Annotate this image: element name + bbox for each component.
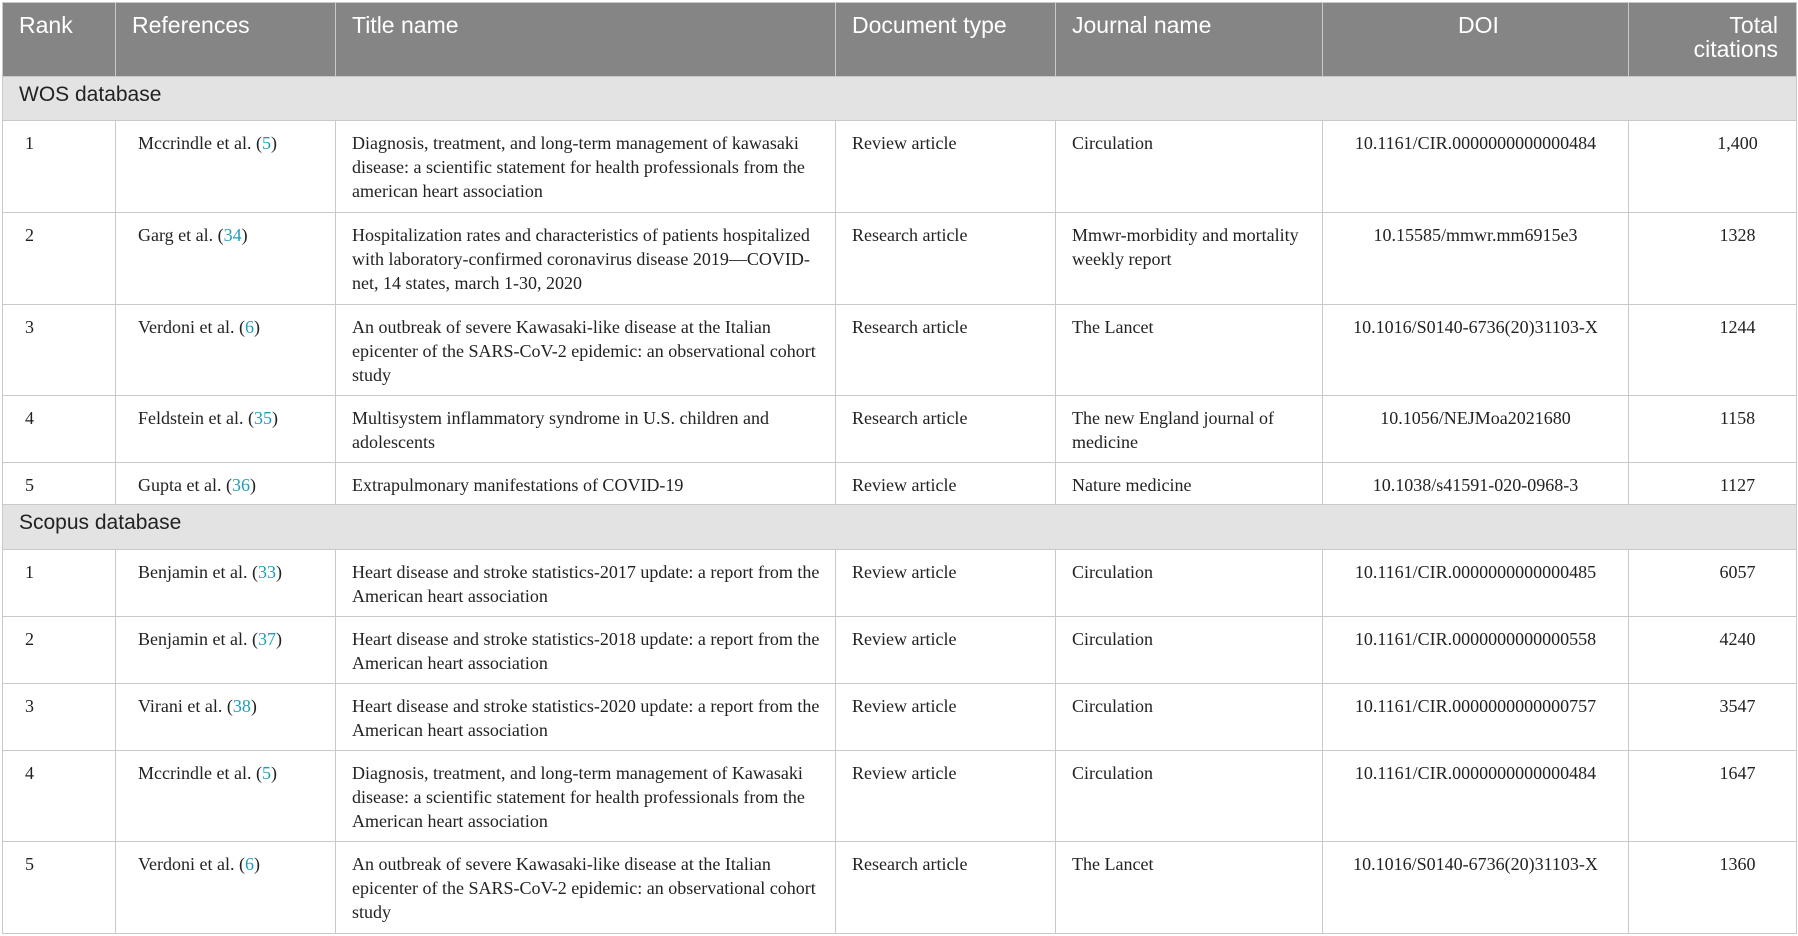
- citations-cell: 1127: [1629, 463, 1797, 505]
- table-row: [3, 396, 1797, 463]
- title-cell: Extrapulmonary manifestations of COVID-19: [336, 463, 836, 505]
- reference-cell: Benjamin et al. (37): [116, 616, 336, 683]
- citations-cell: 1647: [1629, 750, 1797, 842]
- journal-cell: The Lancet: [1056, 304, 1323, 396]
- document-type-cell: Research article: [836, 842, 1056, 934]
- reference-link[interactable]: 5: [261, 133, 271, 154]
- reference-link[interactable]: 6: [244, 854, 254, 875]
- reference-link[interactable]: 35: [253, 408, 272, 429]
- reference-cell: Feldstein et al. (35): [116, 396, 336, 463]
- header-references: References: [116, 3, 336, 77]
- reference-cell: Benjamin et al. (33): [116, 549, 336, 616]
- reference-link[interactable]: 6: [244, 316, 254, 337]
- rank-cell: 1: [3, 121, 116, 213]
- reference-author: Mccrindle et al.: [138, 133, 252, 154]
- section-label: Scopus database: [3, 505, 1797, 549]
- citations-cell: 1244: [1629, 304, 1797, 396]
- doi-cell: 10.1161/CIR.0000000000000484: [1323, 121, 1629, 213]
- citations-table: [2, 2, 1797, 934]
- journal-cell: Circulation: [1056, 549, 1323, 616]
- table-row: [3, 121, 1797, 213]
- title-cell: An outbreak of severe Kawasaki-like disease at the Italian epicenter of the SARS-CoV-2 epidemic: an observational cohort study: [336, 304, 836, 396]
- title-cell: An outbreak of severe Kawasaki-like disease at the Italian epicenter of the SARS-CoV-2 epidemic: an observational cohort study: [336, 842, 836, 934]
- header-doi: DOI: [1323, 3, 1629, 77]
- rank-cell: 2: [3, 212, 116, 304]
- header-title: Title name: [336, 3, 836, 77]
- title-cell: Hospitalization rates and characteristics of patients hospitalized with laboratory-confirmed coronavirus disease 2019—COVID-net, 14 states, march 1-30, 2020: [336, 212, 836, 304]
- journal-cell: Circulation: [1056, 683, 1323, 750]
- document-type-cell: Research article: [836, 212, 1056, 304]
- reference-cell: Gupta et al. (36): [116, 463, 336, 505]
- reference-author: Garg et al.: [138, 224, 214, 245]
- document-type-cell: Review article: [836, 616, 1056, 683]
- reference-link[interactable]: 5: [261, 762, 271, 783]
- reference-cell: Verdoni et al. (6): [116, 304, 336, 396]
- reference-link[interactable]: 34: [223, 224, 242, 245]
- table-row: [3, 212, 1797, 304]
- title-cell: Heart disease and stroke statistics-2017 update: a report from the American heart association: [336, 549, 836, 616]
- reference-author: Benjamin et al.: [138, 561, 248, 582]
- table-row: [3, 683, 1797, 750]
- journal-cell: Nature medicine: [1056, 463, 1323, 505]
- reference-cell: Mccrindle et al. (5): [116, 121, 336, 213]
- doi-cell: 10.1016/S0140-6736(20)31103-X: [1323, 842, 1629, 934]
- doi-cell: 10.1056/NEJMoa2021680: [1323, 396, 1629, 463]
- citations-cell: 3547: [1629, 683, 1797, 750]
- section-label: WOS database: [3, 77, 1797, 121]
- reference-author: Gupta et al.: [138, 475, 222, 496]
- rank-cell: 5: [3, 842, 116, 934]
- document-type-cell: Research article: [836, 304, 1056, 396]
- document-type-cell: Review article: [836, 121, 1056, 213]
- reference-author: Verdoni et al.: [138, 316, 235, 337]
- reference-cell: Mccrindle et al. (5): [116, 750, 336, 842]
- citations-cell: 6057: [1629, 549, 1797, 616]
- citations-cell: 1,400: [1629, 121, 1797, 213]
- reference-author: Verdoni et al.: [138, 854, 235, 875]
- rank-cell: 3: [3, 304, 116, 396]
- citations-cell: 4240: [1629, 616, 1797, 683]
- table-row: [3, 549, 1797, 616]
- rank-cell: 5: [3, 463, 116, 505]
- document-type-cell: Research article: [836, 396, 1056, 463]
- reference-author: Mccrindle et al.: [138, 762, 252, 783]
- doi-cell: 10.1016/S0140-6736(20)31103-X: [1323, 304, 1629, 396]
- title-cell: Diagnosis, treatment, and long-term management of Kawasaki disease: a scientific statement for health professionals from the American heart association: [336, 750, 836, 842]
- reference-link[interactable]: 38: [232, 695, 251, 716]
- section-row: [3, 505, 1797, 549]
- rank-cell: 1: [3, 549, 116, 616]
- doi-cell: 10.1038/s41591-020-0968-3: [1323, 463, 1629, 505]
- doi-cell: 10.1161/CIR.0000000000000485: [1323, 549, 1629, 616]
- reference-link[interactable]: 37: [257, 628, 276, 649]
- reference-link[interactable]: 33: [257, 561, 276, 582]
- rank-cell: 4: [3, 750, 116, 842]
- table-row: [3, 616, 1797, 683]
- section-row: [3, 77, 1797, 121]
- journal-cell: Circulation: [1056, 121, 1323, 213]
- title-cell: Heart disease and stroke statistics-2018 update: a report from the American heart association: [336, 616, 836, 683]
- journal-cell: Mmwr-morbidity and mortality weekly report: [1056, 212, 1323, 304]
- document-type-cell: Review article: [836, 463, 1056, 505]
- reference-cell: Virani et al. (38): [116, 683, 336, 750]
- journal-cell: Circulation: [1056, 750, 1323, 842]
- header-journal: Journal name: [1056, 3, 1323, 77]
- doi-cell: 10.15585/mmwr.mm6915e3: [1323, 212, 1629, 304]
- journal-cell: The Lancet: [1056, 842, 1323, 934]
- citations-cell: 1328: [1629, 212, 1797, 304]
- table-row: [3, 304, 1797, 396]
- doi-cell: 10.1161/CIR.0000000000000484: [1323, 750, 1629, 842]
- rank-cell: 4: [3, 396, 116, 463]
- header-rank: Rank: [3, 3, 116, 77]
- citations-cell: 1360: [1629, 842, 1797, 934]
- document-type-cell: Review article: [836, 683, 1056, 750]
- reference-cell: Verdoni et al. (6): [116, 842, 336, 934]
- journal-cell: Circulation: [1056, 616, 1323, 683]
- reference-author: Feldstein et al.: [138, 408, 244, 429]
- table-row: [3, 463, 1797, 505]
- table-row: [3, 842, 1797, 934]
- title-cell: Multisystem inflammatory syndrome in U.S. children and adolescents: [336, 396, 836, 463]
- document-type-cell: Review article: [836, 549, 1056, 616]
- header-document-type: Document type: [836, 3, 1056, 77]
- table-body: [3, 77, 1797, 934]
- doi-cell: 10.1161/CIR.0000000000000558: [1323, 616, 1629, 683]
- citations-cell: 1158: [1629, 396, 1797, 463]
- title-cell: Heart disease and stroke statistics-2020 update: a report from the American heart association: [336, 683, 836, 750]
- doi-cell: 10.1161/CIR.0000000000000757: [1323, 683, 1629, 750]
- rank-cell: 3: [3, 683, 116, 750]
- title-cell: Diagnosis, treatment, and long-term management of kawasaki disease: a scientific statement for health professionals from the american heart association: [336, 121, 836, 213]
- table-header: [3, 3, 1797, 77]
- reference-author: Virani et al.: [138, 695, 223, 716]
- reference-author: Benjamin et al.: [138, 628, 248, 649]
- header-total-citations: Total citations: [1629, 3, 1797, 77]
- reference-cell: Garg et al. (34): [116, 212, 336, 304]
- journal-cell: The new England journal of medicine: [1056, 396, 1323, 463]
- rank-cell: 2: [3, 616, 116, 683]
- reference-link[interactable]: 36: [231, 475, 250, 496]
- document-type-cell: Review article: [836, 750, 1056, 842]
- table-row: [3, 750, 1797, 842]
